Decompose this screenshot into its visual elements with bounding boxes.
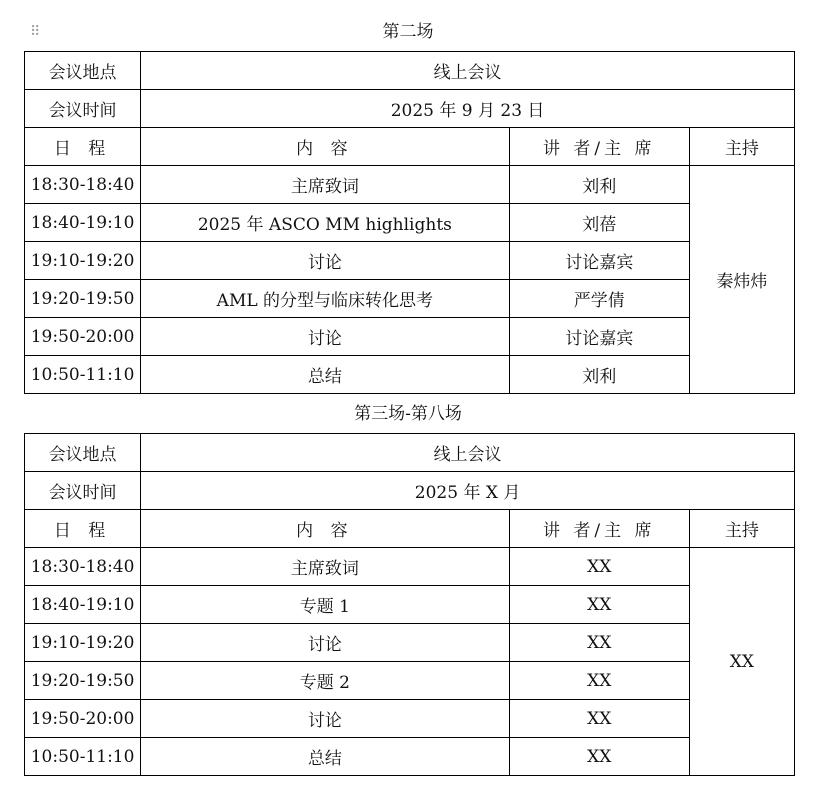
row-time: 18:30-18:40 bbox=[25, 166, 141, 204]
content-header: 内 容 bbox=[141, 128, 509, 166]
agenda-table bbox=[24, 433, 795, 776]
table-row bbox=[25, 624, 795, 662]
row-speaker: XX bbox=[509, 624, 689, 662]
host-cell: 秦炜炜 bbox=[689, 166, 794, 394]
schedule-header: 日 程 bbox=[25, 510, 141, 548]
row-content: 总结 bbox=[141, 738, 509, 776]
row-content: 讨论 bbox=[141, 242, 509, 280]
row-time: 18:40-19:10 bbox=[25, 204, 141, 242]
table-row bbox=[25, 280, 795, 318]
row-speaker: XX bbox=[509, 586, 689, 624]
row-speaker: 讨论嘉宾 bbox=[509, 242, 689, 280]
row-content: 讨论 bbox=[141, 624, 509, 662]
location-label: 会议地点 bbox=[25, 52, 141, 90]
host-header: 主持 bbox=[689, 128, 794, 166]
location-value: 线上会议 bbox=[141, 52, 795, 90]
host-header: 主持 bbox=[689, 510, 794, 548]
row-speaker: 刘蓓 bbox=[509, 204, 689, 242]
table-row bbox=[25, 548, 795, 586]
location-value: 线上会议 bbox=[141, 434, 795, 472]
row-content: 专题 2 bbox=[141, 662, 509, 700]
row-speaker: 刘利 bbox=[509, 166, 689, 204]
host-cell: XX bbox=[689, 548, 794, 776]
row-speaker: XX bbox=[509, 662, 689, 700]
row-time: 18:30-18:40 bbox=[25, 548, 141, 586]
header-row bbox=[25, 128, 795, 166]
row-content: 主席致词 bbox=[141, 166, 509, 204]
speaker-header: 讲 者/主 席 bbox=[509, 128, 689, 166]
date-row bbox=[25, 472, 795, 510]
location-row bbox=[25, 434, 795, 472]
table-row bbox=[25, 662, 795, 700]
table-row bbox=[25, 356, 795, 394]
time-value: 2025 年 X 月 bbox=[141, 472, 795, 510]
agenda-table bbox=[24, 51, 795, 394]
time-label: 会议时间 bbox=[25, 472, 141, 510]
session-title: 第三场-第八场 bbox=[354, 404, 462, 424]
table-row bbox=[25, 318, 795, 356]
row-time: 19:50-20:00 bbox=[25, 700, 141, 738]
session-title: 第二场 bbox=[382, 22, 434, 42]
location-label: 会议地点 bbox=[25, 434, 141, 472]
row-speaker: XX bbox=[509, 738, 689, 776]
table-row bbox=[25, 166, 795, 204]
row-time: 10:50-11:10 bbox=[25, 356, 141, 394]
time-label: 会议时间 bbox=[25, 90, 141, 128]
table-row bbox=[25, 700, 795, 738]
row-speaker: 讨论嘉宾 bbox=[509, 318, 689, 356]
row-speaker: 严学倩 bbox=[509, 280, 689, 318]
schedule-header: 日 程 bbox=[25, 128, 141, 166]
row-content: 2025 年 ASCO MM highlights bbox=[141, 204, 509, 242]
row-content: 主席致词 bbox=[141, 548, 509, 586]
row-time: 19:50-20:00 bbox=[25, 318, 141, 356]
row-time: 19:10-19:20 bbox=[25, 624, 141, 662]
row-time: 19:10-19:20 bbox=[25, 242, 141, 280]
row-time: 10:50-11:10 bbox=[25, 738, 141, 776]
row-content: 总结 bbox=[141, 356, 509, 394]
location-row bbox=[25, 52, 795, 90]
content-header: 内 容 bbox=[141, 510, 509, 548]
table-row bbox=[25, 586, 795, 624]
drag-handle-icon[interactable]: ⠿ bbox=[30, 24, 40, 40]
row-speaker: 刘利 bbox=[509, 356, 689, 394]
row-speaker: XX bbox=[509, 700, 689, 738]
row-content: AML 的分型与临床转化思考 bbox=[141, 280, 509, 318]
table-row bbox=[25, 204, 795, 242]
row-time: 18:40-19:10 bbox=[25, 586, 141, 624]
row-time: 19:20-19:50 bbox=[25, 280, 141, 318]
speaker-header: 讲 者/主 席 bbox=[509, 510, 689, 548]
table-row bbox=[25, 738, 795, 776]
time-value: 2025 年 9 月 23 日 bbox=[141, 90, 795, 128]
row-content: 讨论 bbox=[141, 318, 509, 356]
row-content: 专题 1 bbox=[141, 586, 509, 624]
table-row bbox=[25, 242, 795, 280]
header-row bbox=[25, 510, 795, 548]
row-speaker: XX bbox=[509, 548, 689, 586]
date-row bbox=[25, 90, 795, 128]
row-content: 讨论 bbox=[141, 700, 509, 738]
row-time: 19:20-19:50 bbox=[25, 662, 141, 700]
